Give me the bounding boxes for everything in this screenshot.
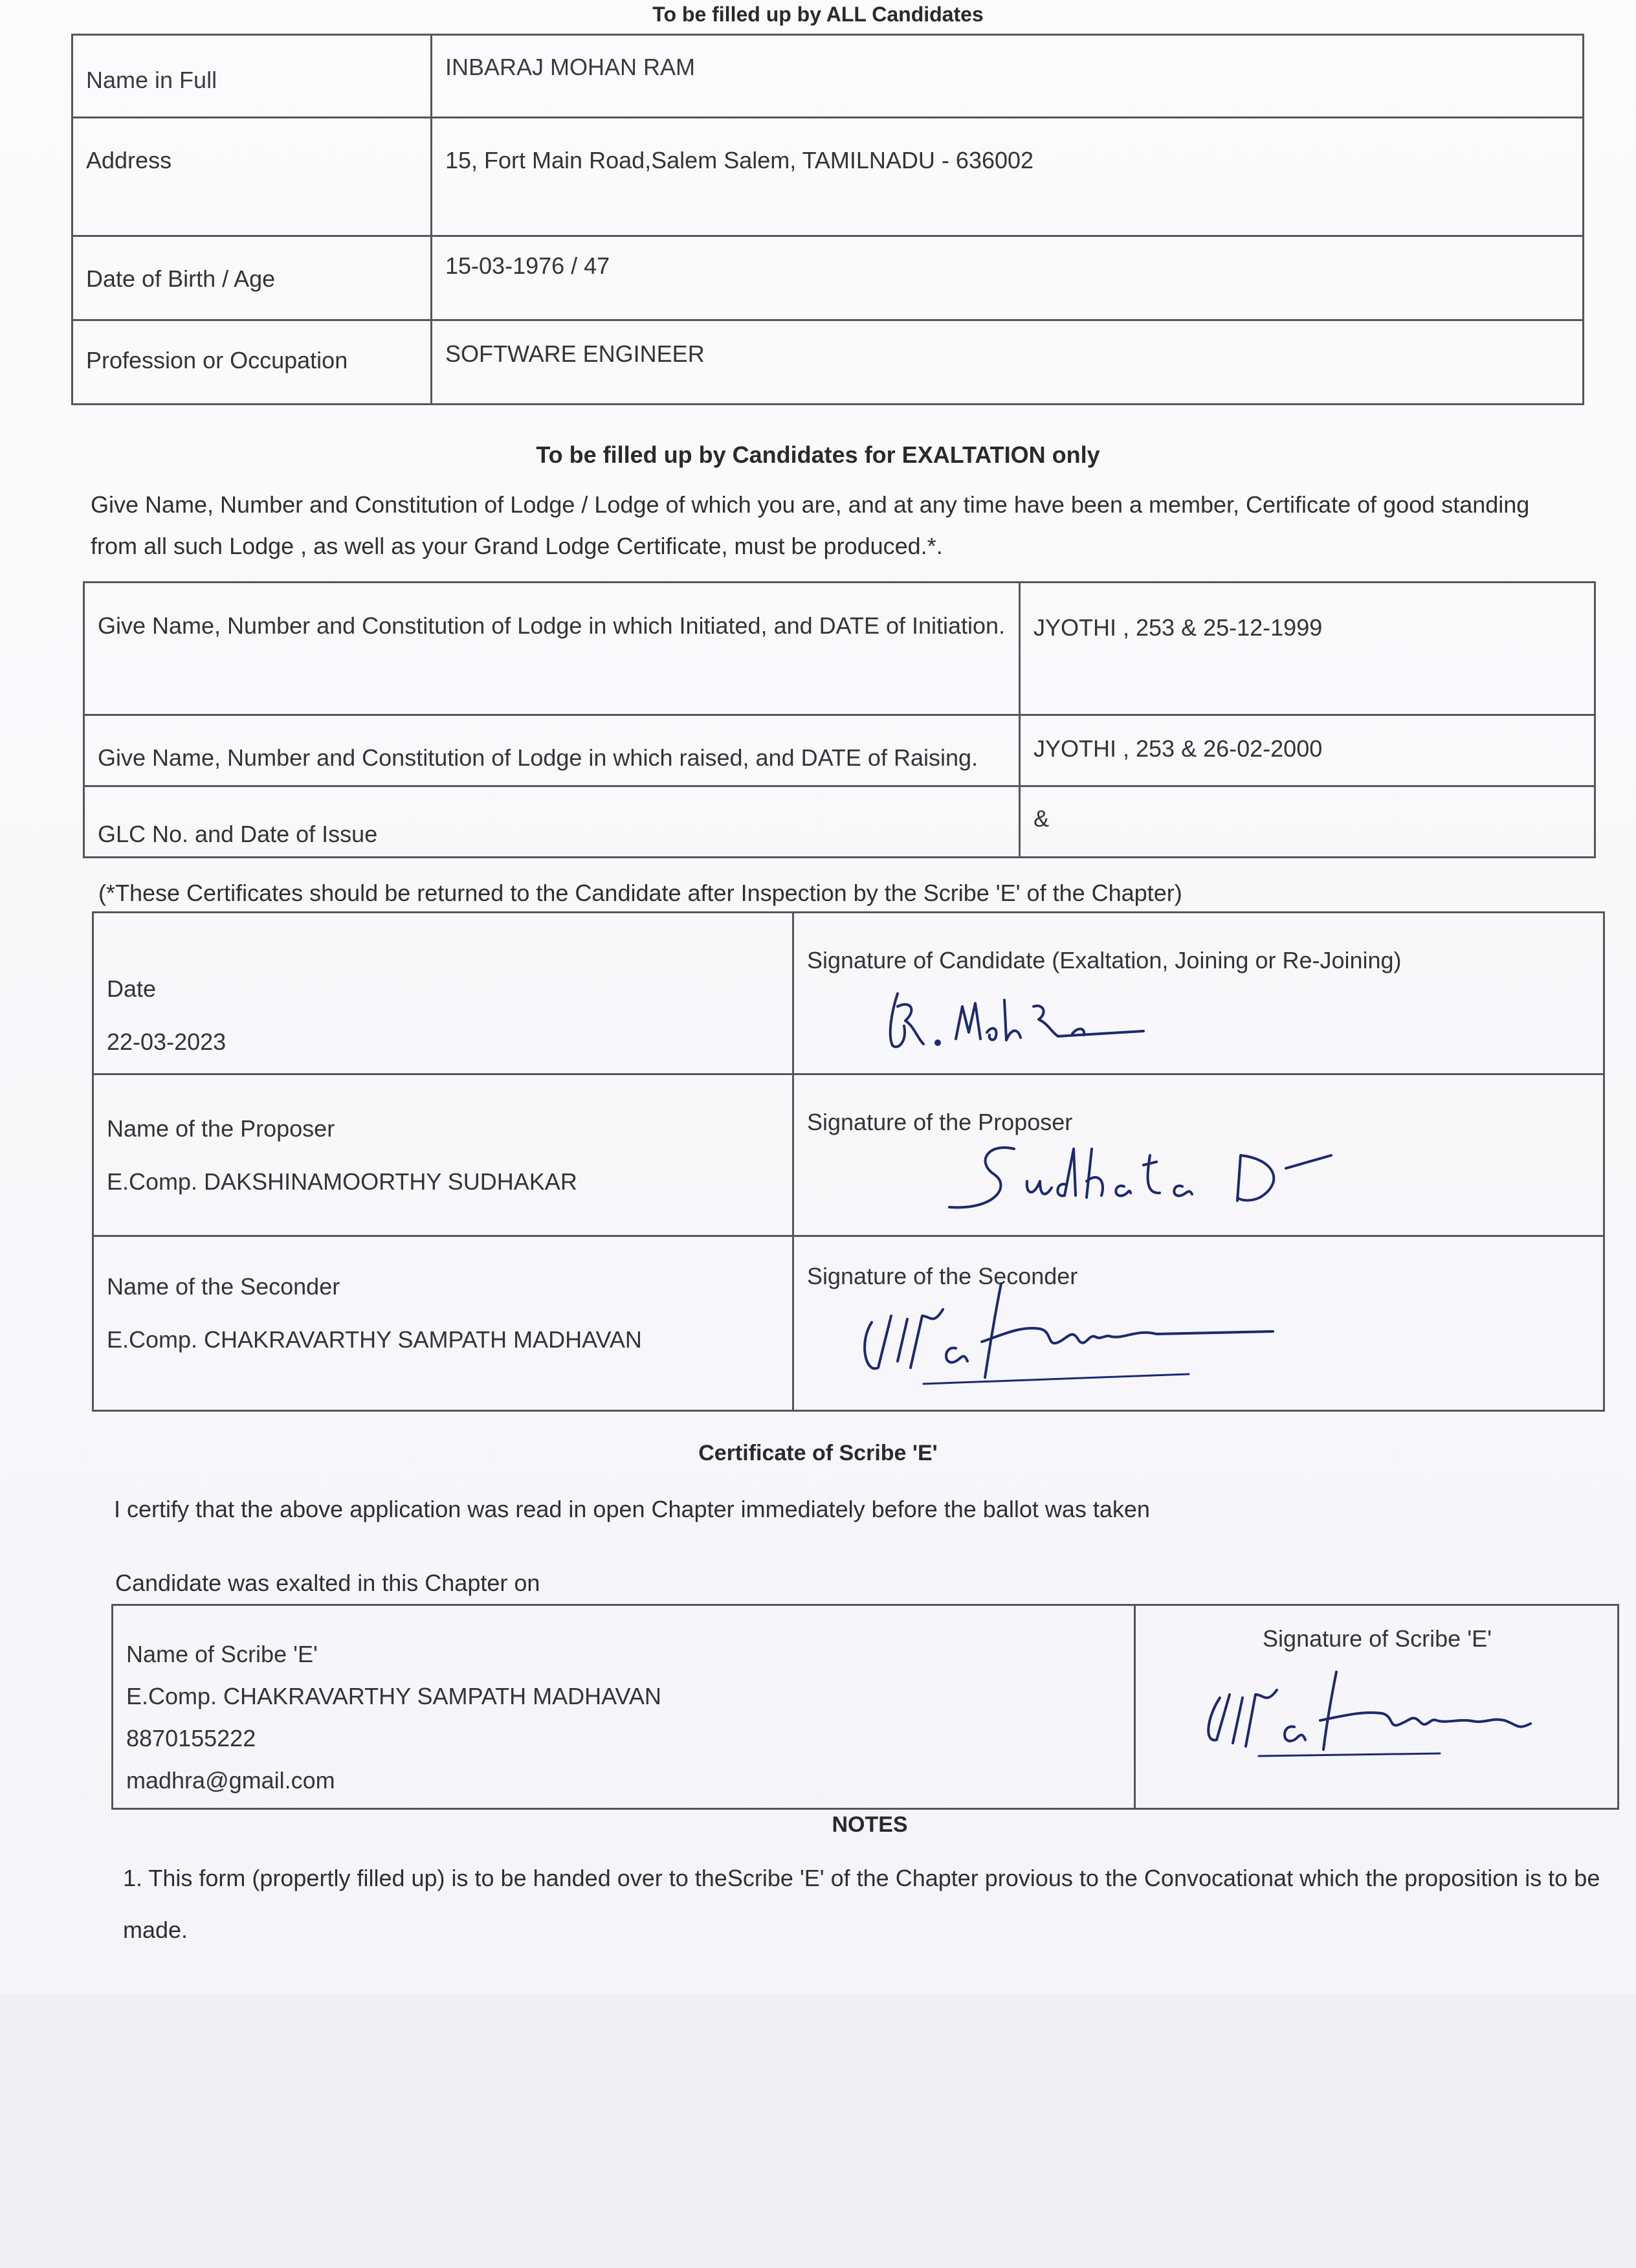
certificate-footnote: (*These Certificates should be returned to the Candidate after Inspection by the Scribe 'E' of the Chapter) — [98, 880, 1182, 906]
table-row — [72, 320, 1584, 405]
table-row — [84, 715, 1595, 786]
table-row — [84, 583, 1595, 715]
scribe-certificate-title: Certificate of Scribe 'E' — [698, 1441, 938, 1465]
raising-label: Give Name, Number and Constitution of Lodge in which raised, and DATE of Raising. — [84, 715, 1020, 786]
table-row — [72, 35, 1584, 118]
proposer-signature-cell — [793, 1074, 1604, 1236]
proposer-signature — [936, 1136, 1591, 1220]
exaltation-title: To be filled up by Candidates for EXALTATION only — [536, 441, 1100, 468]
address-label: Address — [72, 118, 432, 236]
scribe-phone: 8870155222 — [126, 1725, 256, 1751]
seconder-signature-label: Signature of the Seconder — [807, 1263, 1078, 1289]
seconder-label: Name of the Seconder — [107, 1273, 340, 1300]
table-row — [93, 1074, 1604, 1236]
scribe-signature — [1181, 1659, 1606, 1762]
scribe-name-label: Name of Scribe 'E' — [126, 1641, 318, 1667]
proposer-signature-label: Signature of the Proposer — [807, 1109, 1073, 1135]
exalted-line: Candidate was exalted in this Chapter on — [115, 1570, 540, 1596]
exaltation-intro: Give Name, Number and Constitution of Lodge / Lodge of which you are, and at any time have been a member, Certificate of good standing from all such Lodge , as well as your Grand Lodge Certificate, must be produced.*. — [91, 491, 1530, 559]
proposer-label: Name of the Proposer — [107, 1115, 335, 1142]
scribe-email: madhra@gmail.com — [126, 1767, 335, 1794]
profession-value: SOFTWARE ENGINEER — [432, 320, 1584, 405]
table-row — [113, 1605, 1619, 1809]
lodge-table — [83, 581, 1596, 858]
signatures-table — [92, 911, 1605, 1412]
dob-label: Date of Birth / Age — [72, 236, 432, 320]
table-row — [72, 236, 1584, 320]
candidate-signature-cell — [793, 913, 1604, 1074]
notes-title: NOTES — [832, 1812, 908, 1837]
scribe-table — [111, 1604, 1619, 1810]
dob-value: 15-03-1976 / 47 — [432, 236, 1584, 320]
date-label: Date — [107, 975, 157, 1002]
seconder-cell — [93, 1236, 793, 1411]
scribe-name-value: E.Comp. CHAKRAVARTHY SAMPATH MADHAVAN — [126, 1683, 661, 1709]
table-row — [93, 1236, 1604, 1411]
table-row — [84, 786, 1595, 858]
personal-details-table — [71, 34, 1584, 405]
scribe-signature-cell — [1135, 1605, 1619, 1809]
initiation-value: JYOTHI , 253 & 25-12-1999 — [1020, 583, 1595, 715]
scribe-statement: I certify that the above application was read in open Chapter immediately before the ballot was taken — [114, 1496, 1150, 1522]
glc-value: & — [1020, 786, 1595, 858]
date-cell — [93, 913, 793, 1074]
date-value: 22-03-2023 — [107, 1028, 227, 1055]
seconder-signature-cell — [793, 1236, 1604, 1411]
proposer-value: E.Comp. DAKSHINAMOORTHY SUDHAKAR — [107, 1168, 577, 1195]
initiation-label: Give Name, Number and Constitution of Lodge in which Initiated, and DATE of Initiation. — [84, 583, 1020, 715]
name-label: Name in Full — [72, 35, 432, 118]
raising-value: JYOTHI , 253 & 26-02-2000 — [1020, 715, 1595, 786]
page-bottom-margin — [0, 1994, 1636, 2268]
candidate-signature-label: Signature of Candidate (Exaltation, Joining or Re-Joining) — [807, 947, 1402, 973]
header-title: To be filled up by ALL Candidates — [652, 3, 984, 26]
candidate-signature — [878, 981, 1591, 1058]
scribe-signature-label: Signature of Scribe 'E' — [1263, 1625, 1492, 1652]
name-value: INBARAJ MOHAN RAM — [432, 35, 1584, 118]
table-row — [93, 913, 1604, 1074]
seconder-value: E.Comp. CHAKRAVARTHY SAMPATH MADHAVAN — [107, 1326, 642, 1353]
address-value: 15, Fort Main Road,Salem Salem, TAMILNADU - 636002 — [432, 118, 1584, 236]
table-row — [72, 118, 1584, 236]
glc-label: GLC No. and Date of Issue — [84, 786, 1020, 858]
proposer-cell — [93, 1074, 793, 1236]
scribe-details-cell — [113, 1605, 1135, 1809]
note-item-1: 1. This form (propertly filled up) is to be handed over to theScribe 'E' of the Chapter provious to the Convocationat which the proposition is to be made. — [123, 1865, 1600, 1943]
profession-label: Profession or Occupation — [72, 320, 432, 405]
